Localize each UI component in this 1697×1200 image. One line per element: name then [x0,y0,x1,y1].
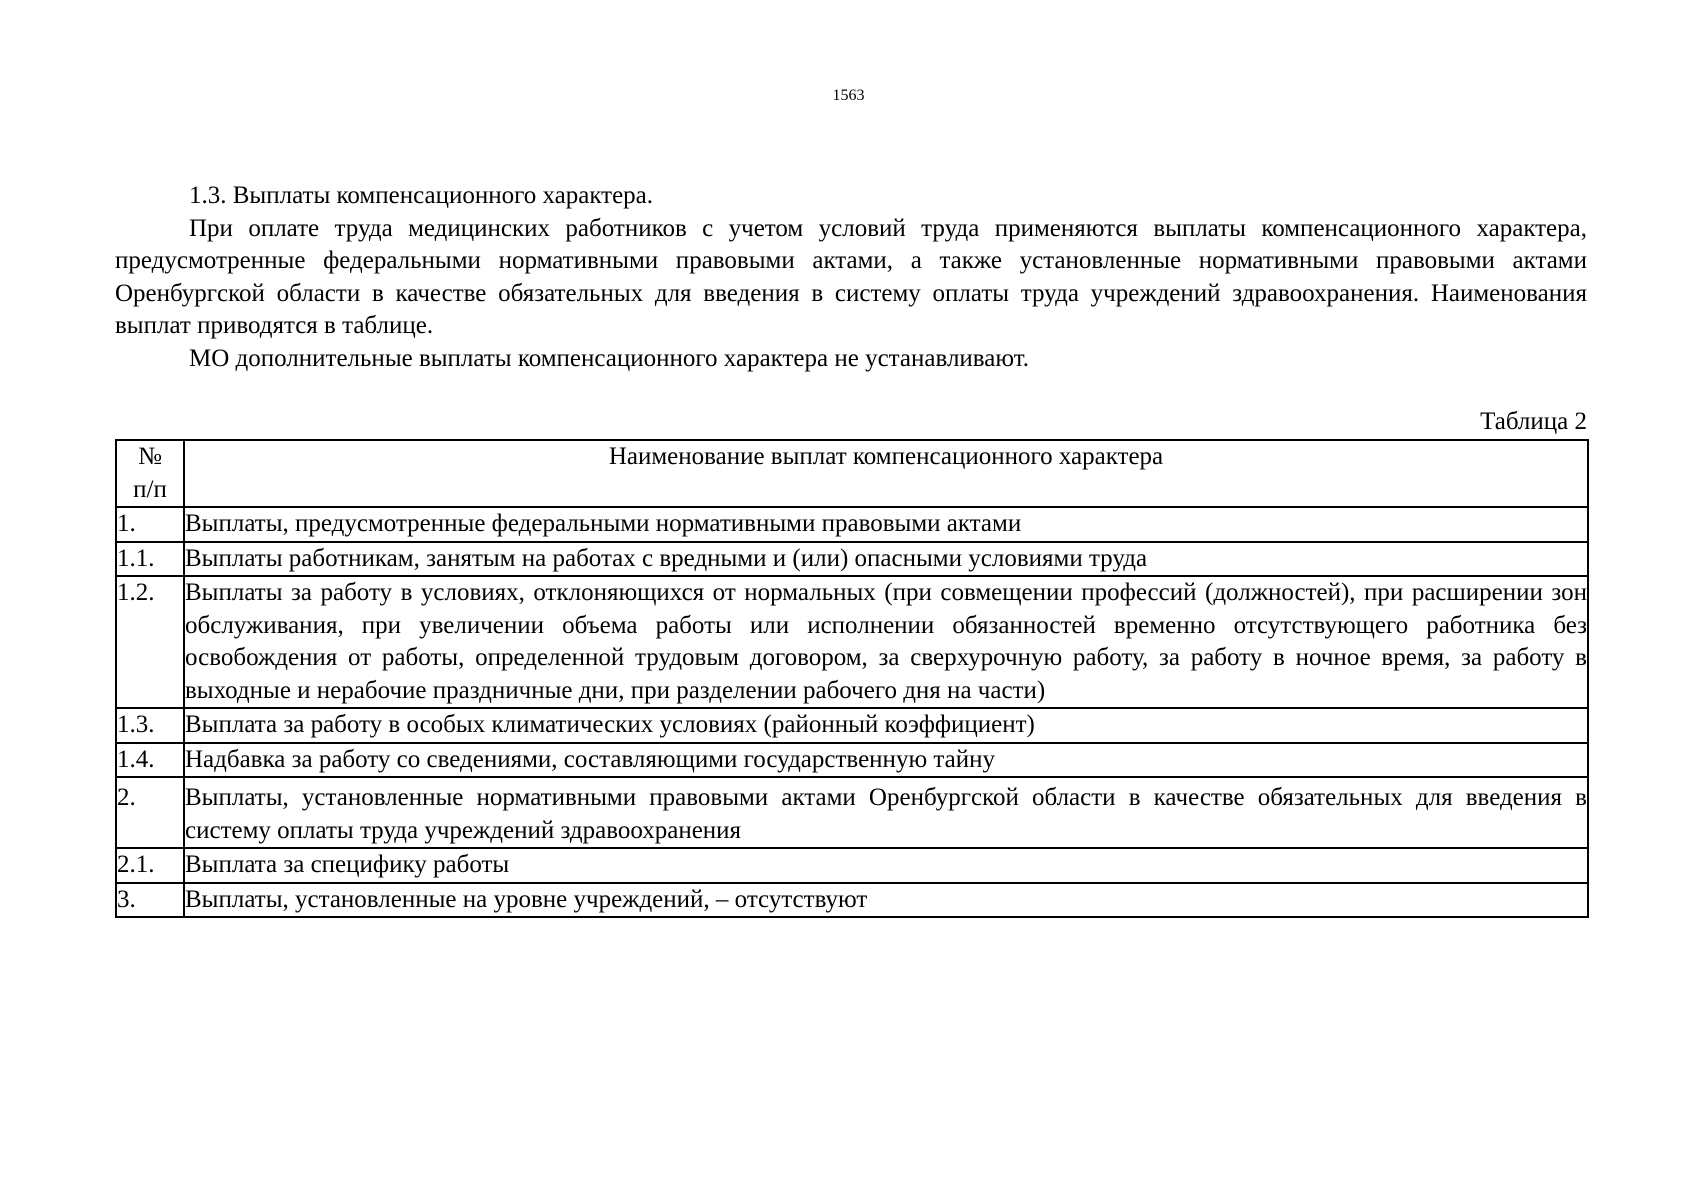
row-num: 2.1. [116,848,184,883]
row-num: 1.3. [116,708,184,743]
table-caption: Таблица 2 [1480,408,1587,435]
row-name: Выплаты за работу в условиях, отклоняющихся от нормальных (при совмещении профессий (должностей), при расширении зон обслуживания, при увеличении объема работы или исполнении обязанностей временно отсутствующего работника без освобождения от работы, определенной трудовым договором, за сверхурочную работу, за работу в ночное время, за работу в выходные и нерабочие праздничные дни, при разделении рабочего дня на части) [184,576,1588,708]
row-num: 2. [116,777,184,848]
row-name: Выплаты, предусмотренные федеральными нормативными правовыми актами [184,507,1588,542]
section-heading: 1.3. Выплаты компенсационного характера. [189,182,654,209]
page-number: 1563 [832,87,865,104]
row-num: 1.4. [116,743,184,778]
row-num: 1. [116,507,184,542]
row-name: Выплаты работникам, занятым на работах с вредными и (или) опасными условиями труда [184,542,1588,577]
row-num: 1.2. [116,576,184,708]
table-row [116,542,1588,577]
header-num-cell [116,440,184,507]
paragraph-conditions: При оплате труда медицинских работников с учетом условий труда применяются выплаты компенсационного характера, предусмотренные федеральными нормативными правовыми актами, а также установленные нормативными правовыми актами Оренбургской области в качестве обязательных для введения в систему оплаты труда учреждений здравоохранения. Наименования выплат приводятся в таблице. [115,214,1587,339]
table-row [116,576,1588,708]
header-num-abbr: п/п [133,475,167,503]
row-name: Выплаты, установленные нормативными правовыми актами Оренбургской области в качестве обязательных для введения в систему оплаты труда учреждений здравоохранения [184,777,1588,848]
row-num: 3. [116,883,184,918]
row-name: Выплата за работу в особых климатических условиях (районный коэффициент) [184,708,1588,743]
section-text [115,180,1587,375]
table-row [116,848,1588,883]
table-row [116,777,1588,848]
row-name: Выплата за специфику работы [184,848,1588,883]
row-name: Надбавка за работу со сведениями, составляющими государственную тайну [184,743,1588,778]
header-num-symbol: № [138,443,162,470]
row-name: Выплаты, установленные на уровне учреждений, – отсутствуют [184,883,1588,918]
paragraph-mo: МО дополнительные выплаты компенсационного характера не устанавливают. [189,344,1030,372]
table-row [116,507,1588,542]
row-num: 1.1. [116,542,184,577]
table-row [116,708,1588,743]
header-name-cell: Наименование выплат компенсационного характера [184,440,1588,507]
table-header-row [116,440,1588,507]
compensation-payments-table [115,439,1589,918]
table-row [116,743,1588,778]
table-row [116,883,1588,918]
